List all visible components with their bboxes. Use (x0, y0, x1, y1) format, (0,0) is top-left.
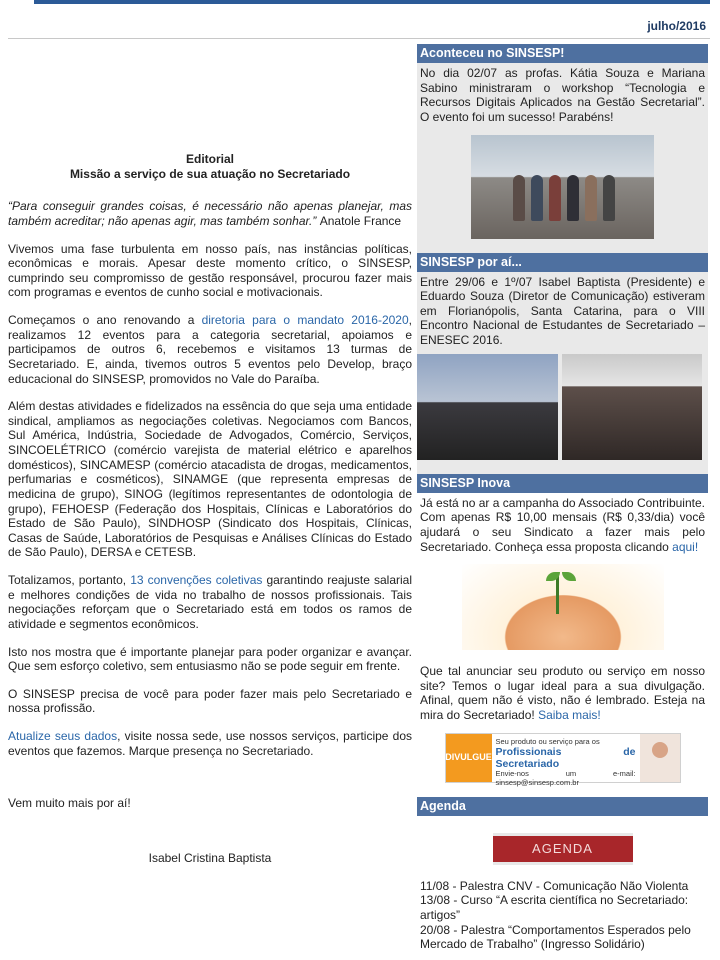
advertise-text (420, 664, 705, 723)
board-mandate-link[interactable]: diretoria para o mandato 2016-2020 (201, 313, 409, 327)
issue-date: julho/2016 (647, 19, 706, 33)
face-shape (652, 742, 668, 758)
campaign-here-link[interactable]: aqui! (672, 539, 699, 554)
paragraph-4-lead: Totalizamos, portanto, (8, 573, 131, 587)
person-figure (513, 175, 525, 221)
section-body-aconteceu (417, 63, 708, 253)
header-divider (8, 38, 710, 39)
top-banner-strip (34, 0, 710, 4)
section-header-agenda: Agenda (417, 797, 708, 816)
learn-more-link[interactable]: Saiba mais! (538, 708, 601, 722)
section-header-por-ai: SINSESP por aí... (417, 253, 708, 272)
agenda-list (420, 879, 705, 952)
agenda-banner: AGENDA (493, 833, 633, 865)
enesec-group-photo (417, 354, 558, 460)
inova-text (420, 496, 705, 555)
section-header-aconteceu: Aconteceu no SINSESP! (417, 44, 708, 63)
editorial-subtitle: Missão a serviço de sua atuação no Secretariado (69, 166, 351, 181)
editorial-signature: Isabel Cristina Baptista (148, 850, 272, 865)
sidebar (417, 44, 708, 960)
person-figure (549, 175, 561, 221)
banner-woman-photo (640, 734, 680, 782)
enesec-photos (417, 354, 705, 460)
paragraph-3: Além destas atividades e fidelizados na essência do que seja uma entidade sindical, ampliamos as negociações coletivas. Negociamos com Bancos, Sul América, Indústria, Sociedade de Advogados, Comércio, Serviços, SINCOELÉTRICO (comércio varejista de material elétrico e aparelhos domésticos), SINCAMESP (comércio atacadista de drogas, medicamentos, perfumarias e cosméticos), SINAMGE (que representa empresas de medicina de grupo), SINOG (legítimos representantes de odontologia de grupo), FEHOESP (Federação dos Hospitais, Clínicas e Laboratórios do Estado de São Paulo), SINDHOSP (Sindicato dos Hospitais, Clínicas, Casas de Saúde, Laboratórios de Pesquisas e Análises Clínicas do Estado de São Paulo), DERSA e CETESB. (8, 399, 412, 560)
quote-text: “Para conseguir grandes coisas, é necessário não apenas planejar, mas também acreditar; não apenas agir, mas também sonhar.” (8, 199, 412, 228)
paragraph-7 (8, 729, 412, 758)
paragraph-4 (8, 573, 412, 632)
agenda-item: 11/08 - Palestra CNV - Comunicação Não Violenta (420, 878, 689, 893)
person-figure (585, 175, 597, 221)
agenda-item: 13/08 - Curso “A escrita científica no Secretariado: artigos” (420, 893, 689, 922)
paragraph-7-rest: , visite nossa sede, use nossos serviços, participe dos eventos que fazemos. Marque presença no Secretariado. (8, 729, 412, 758)
agenda-item: 20/08 - Palestra “Comportamentos Esperados pelo Mercado de Trabalho” (Ingresso Solidário) (420, 922, 691, 952)
paragraph-2-lead: Começamos o ano renovando a (8, 313, 202, 327)
paragraph-8: Vem muito mais por aí! (8, 796, 131, 811)
editorial-column (8, 44, 412, 866)
enesec-audience-photo (562, 354, 702, 460)
section-body-por-ai (417, 272, 708, 474)
collective-agreements-link[interactable]: 13 convenções coletivas (130, 573, 263, 587)
banner-line-1: Seu produto ou serviço para os (495, 736, 600, 746)
person-figure (603, 175, 615, 221)
section-body-inova (417, 493, 708, 797)
banner-divulgue-label: DIVULGUE (446, 734, 492, 782)
section-header-inova: SINSESP Inova (417, 474, 708, 493)
quote-author: Anatole France (319, 213, 402, 228)
paragraph-2 (8, 313, 412, 386)
person-figure (531, 175, 543, 221)
person-figure (567, 175, 579, 221)
paragraph-4-rest: garantindo reajuste salarial e melhores condições de vida no trabalho de nossos profissionais. Tais negociações reforçam que o Secretariado está em todos os ramos de atividade e segmentos econômicos. (8, 573, 412, 631)
workshop-group-photo (471, 135, 654, 239)
update-data-link[interactable]: Atualize seus dados (8, 729, 118, 743)
banner-copy (492, 734, 640, 787)
advertise-banner[interactable] (445, 733, 681, 787)
aconteceu-text: No dia 02/07 as profas. Kátia Souza e Mariana Sabino ministraram o workshop “Tecnologia e Recursos Digitais Aplicados na Gestão Secretarial”. O evento foi um sucesso! Parabéns! (420, 66, 705, 124)
editorial-heading: Editorial (185, 152, 234, 166)
paragraph-2-rest: , realizamos 12 eventos para a categoria secretarial, apoiamos e participamos de outros 6, recebemos e visitamos 13 turmas de Secretariado. E, ainda, tivemos outros 5 eventos pelo Develop, braço educacional do SINSESP, promovidos no Vale do Paraíba. (8, 313, 412, 386)
paragraph-5: Isto nos mostra que é importante planejar para poder organizar e avançar. Que sem esforço coletivo, sem entusiasmo não se pode seguir em frente. (8, 644, 412, 674)
inova-campaign-text: Já está no ar a campanha do Associado Contribuinte. Com apenas R$ 10,00 mensais (R$ 0,33/dia) você ajudará o seu Sindicato a fazer mais pelo Secretariado. Conheça essa proposta clicando (420, 495, 705, 554)
banner-line-2: Profissionais de Secretariado (495, 746, 636, 771)
section-body-agenda (417, 816, 708, 960)
hands-sprout-image (462, 564, 664, 650)
banner-line-3: Envie-nos um e-mail: sinsesp@sinsesp.com.br (495, 769, 636, 787)
por-ai-text: Entre 29/06 e 1º/07 Isabel Baptista (Presidente) e Eduardo Souza (Diretor de Comunicação) estiveram em Florianópolis, Santa Catarina, para o VIII Encontro Nacional de Estudantes de Secretariado – ENESEC 2016. (420, 274, 705, 347)
paragraph-1: Vivemos uma fase turbulenta em nosso país, nas instâncias políticas, econômicas e morais. Apesar deste momento crítico, o SINSESP, cumprindo seu compromisso de gestão responsável, procurou fazer mais com programas e eventos de cunho social e motivacionais. (8, 241, 412, 300)
paragraph-6: O SINSESP precisa de você para poder fazer mais pelo Secretariado e nossa profissão. (8, 686, 412, 716)
advertise-copy: Que tal anunciar seu produto ou serviço em nosso site? Temos o lugar ideal para a sua divulgação. Afinal, quem não é visto, não é lembrado. Esteja na mira do Secretariado! (420, 664, 705, 722)
editorial-quote (8, 199, 412, 228)
